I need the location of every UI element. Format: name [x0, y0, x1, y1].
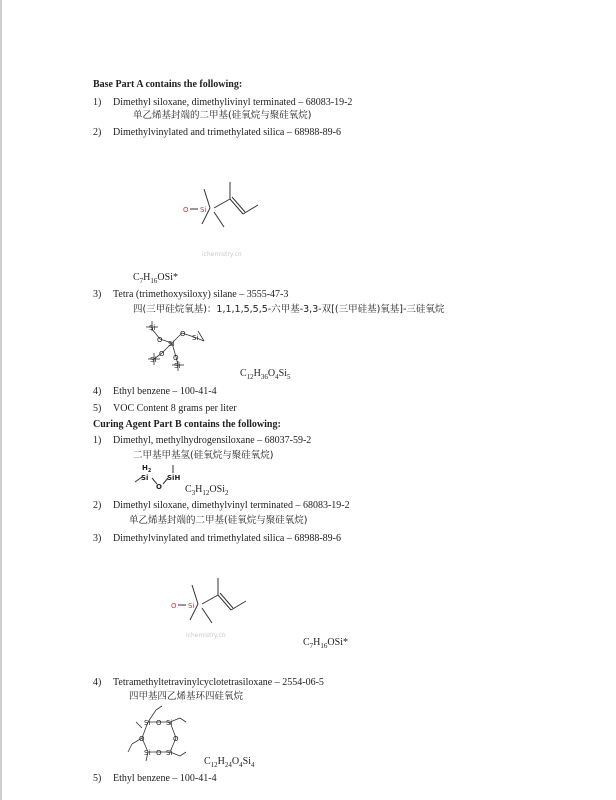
item-number: 1) [93, 97, 102, 108]
formula-c12h24o4si4: $C_{12}H_{24}O_4Si_4$ [204, 756, 255, 769]
part-b-item-1 [93, 435, 311, 447]
part-b-item-2-chinese: 单乙烯基封端的二甲基(硅氧烷与聚硅氧烷) [129, 515, 308, 526]
item-number: 3) [93, 533, 102, 544]
svg-text:O: O [157, 336, 163, 344]
part-b-item-3 [93, 533, 341, 545]
part-a-item-3 [93, 289, 288, 301]
item-number: 5) [93, 403, 102, 414]
watermark: ichemistry.cn [202, 251, 242, 258]
structure-tetrasiloxysilane [140, 319, 220, 379]
svg-text:SiH: SiH [167, 474, 181, 482]
part-a-item-2 [93, 127, 341, 139]
part-b-item-5 [93, 773, 217, 785]
item-text: Dimethylvinylated and trimethylated silica – 68988-89-6 [113, 533, 342, 544]
part-a-heading: Base Part A contains the following: [93, 79, 243, 90]
svg-text:O: O [173, 735, 179, 743]
structure-cyclotetrasiloxane [124, 704, 196, 762]
item-text: Dimethyl, methylhydrogensiloxane – 68037-59-2 [113, 435, 312, 446]
part-b-item-4 [93, 677, 324, 689]
formula-c3h12osi2: $C_3H_{12}OSi_2$ [185, 484, 229, 497]
part-a-item-1-chinese: 单乙烯基封端的二甲基(硅氧烷与聚硅氧烷) [133, 110, 312, 121]
part-b-heading: Curing Agent Part B contains the following: [93, 419, 281, 430]
oxygen-atom: O [183, 206, 189, 214]
item-text: Ethyl benzene – 100-41-4 [113, 386, 217, 397]
item-number: 4) [93, 677, 102, 688]
item-text: Ethyl benzene – 100-41-4 [113, 773, 217, 784]
svg-text:O: O [159, 350, 165, 358]
svg-text:Si: Si [144, 719, 151, 727]
structure-vinylsilane-b [166, 568, 276, 648]
part-a-item-5 [93, 403, 237, 415]
svg-text:H2: $H_2$ [142, 464, 152, 474]
item-text: Dimethylvinylated and trimethylated silica – 68988-89-6 [113, 127, 342, 138]
item-number: 2) [93, 127, 102, 138]
page-left-edge [0, 0, 2, 800]
svg-text:Si: Si [141, 474, 149, 482]
svg-text:Si: Si [192, 334, 199, 342]
formula-c7h16osi-a: $C_7H_{16}OSi*$ [133, 272, 178, 285]
svg-text:O: O [139, 735, 145, 743]
svg-text:O: O [156, 483, 162, 491]
item-number: 2) [93, 500, 102, 511]
item-text: Tetramethyltetravinylcyclotetrasiloxane – 2554-06-5 [113, 677, 324, 688]
svg-text:Si: Si [168, 340, 175, 348]
part-a-item-4 [93, 386, 217, 398]
item-number: 3) [93, 289, 102, 300]
part-a-item-3-chinese: 四(三甲硅烷氧基)：1,1,1,5,5,5-六甲基-3,3-双[(三甲硅基)氧基]-三硅氧烷 [133, 304, 445, 315]
svg-text:Si: Si [166, 719, 173, 727]
structure-vinylsilane-a [178, 172, 288, 262]
item-text: VOC Content 8 grams per liter [113, 403, 237, 414]
part-b-item-4-chinese: 四甲基四乙烯基环四硅氧烷 [129, 691, 244, 702]
svg-text:Si: Si [144, 749, 151, 757]
part-a-item-1 [93, 97, 352, 109]
svg-text:Si: Si [166, 749, 173, 757]
part-b-item-2 [93, 500, 350, 512]
formula-c7h16osi-b: $C_7H_{16}OSi*$ [303, 637, 348, 650]
item-text: Tetra (trimethoxysiloxy) silane – 3555-47-3 [113, 289, 289, 300]
part-b-item-1-chinese: 二甲基甲基氢(硅氧烷与聚硅氧烷) [133, 450, 274, 461]
silicon-atom: Si [188, 602, 195, 610]
item-number: 4) [93, 386, 102, 397]
svg-text:O: O [180, 330, 186, 338]
svg-text:Si: Si [150, 356, 157, 364]
silicon-atom: Si [200, 206, 207, 214]
formula-c12h36o4si5: $C_{12}H_{36}O_4Si_5$ [240, 368, 291, 381]
svg-text:Si: Si [174, 362, 181, 370]
watermark: ichemistry.cn [186, 632, 226, 639]
item-text: Dimethyl siloxane, dimethylvinyl terminated – 68083-19-2 [113, 500, 350, 511]
svg-text:O: O [156, 749, 162, 757]
svg-text:Si: Si [149, 324, 156, 332]
item-number: 5) [93, 773, 102, 784]
item-text: Dimethyl siloxane, dimethylivinyl terminated – 68083-19-2 [113, 97, 353, 108]
svg-text:O: O [156, 719, 162, 727]
oxygen-atom: O [171, 602, 177, 610]
svg-text:O: O [173, 354, 179, 362]
item-number: 1) [93, 435, 102, 446]
